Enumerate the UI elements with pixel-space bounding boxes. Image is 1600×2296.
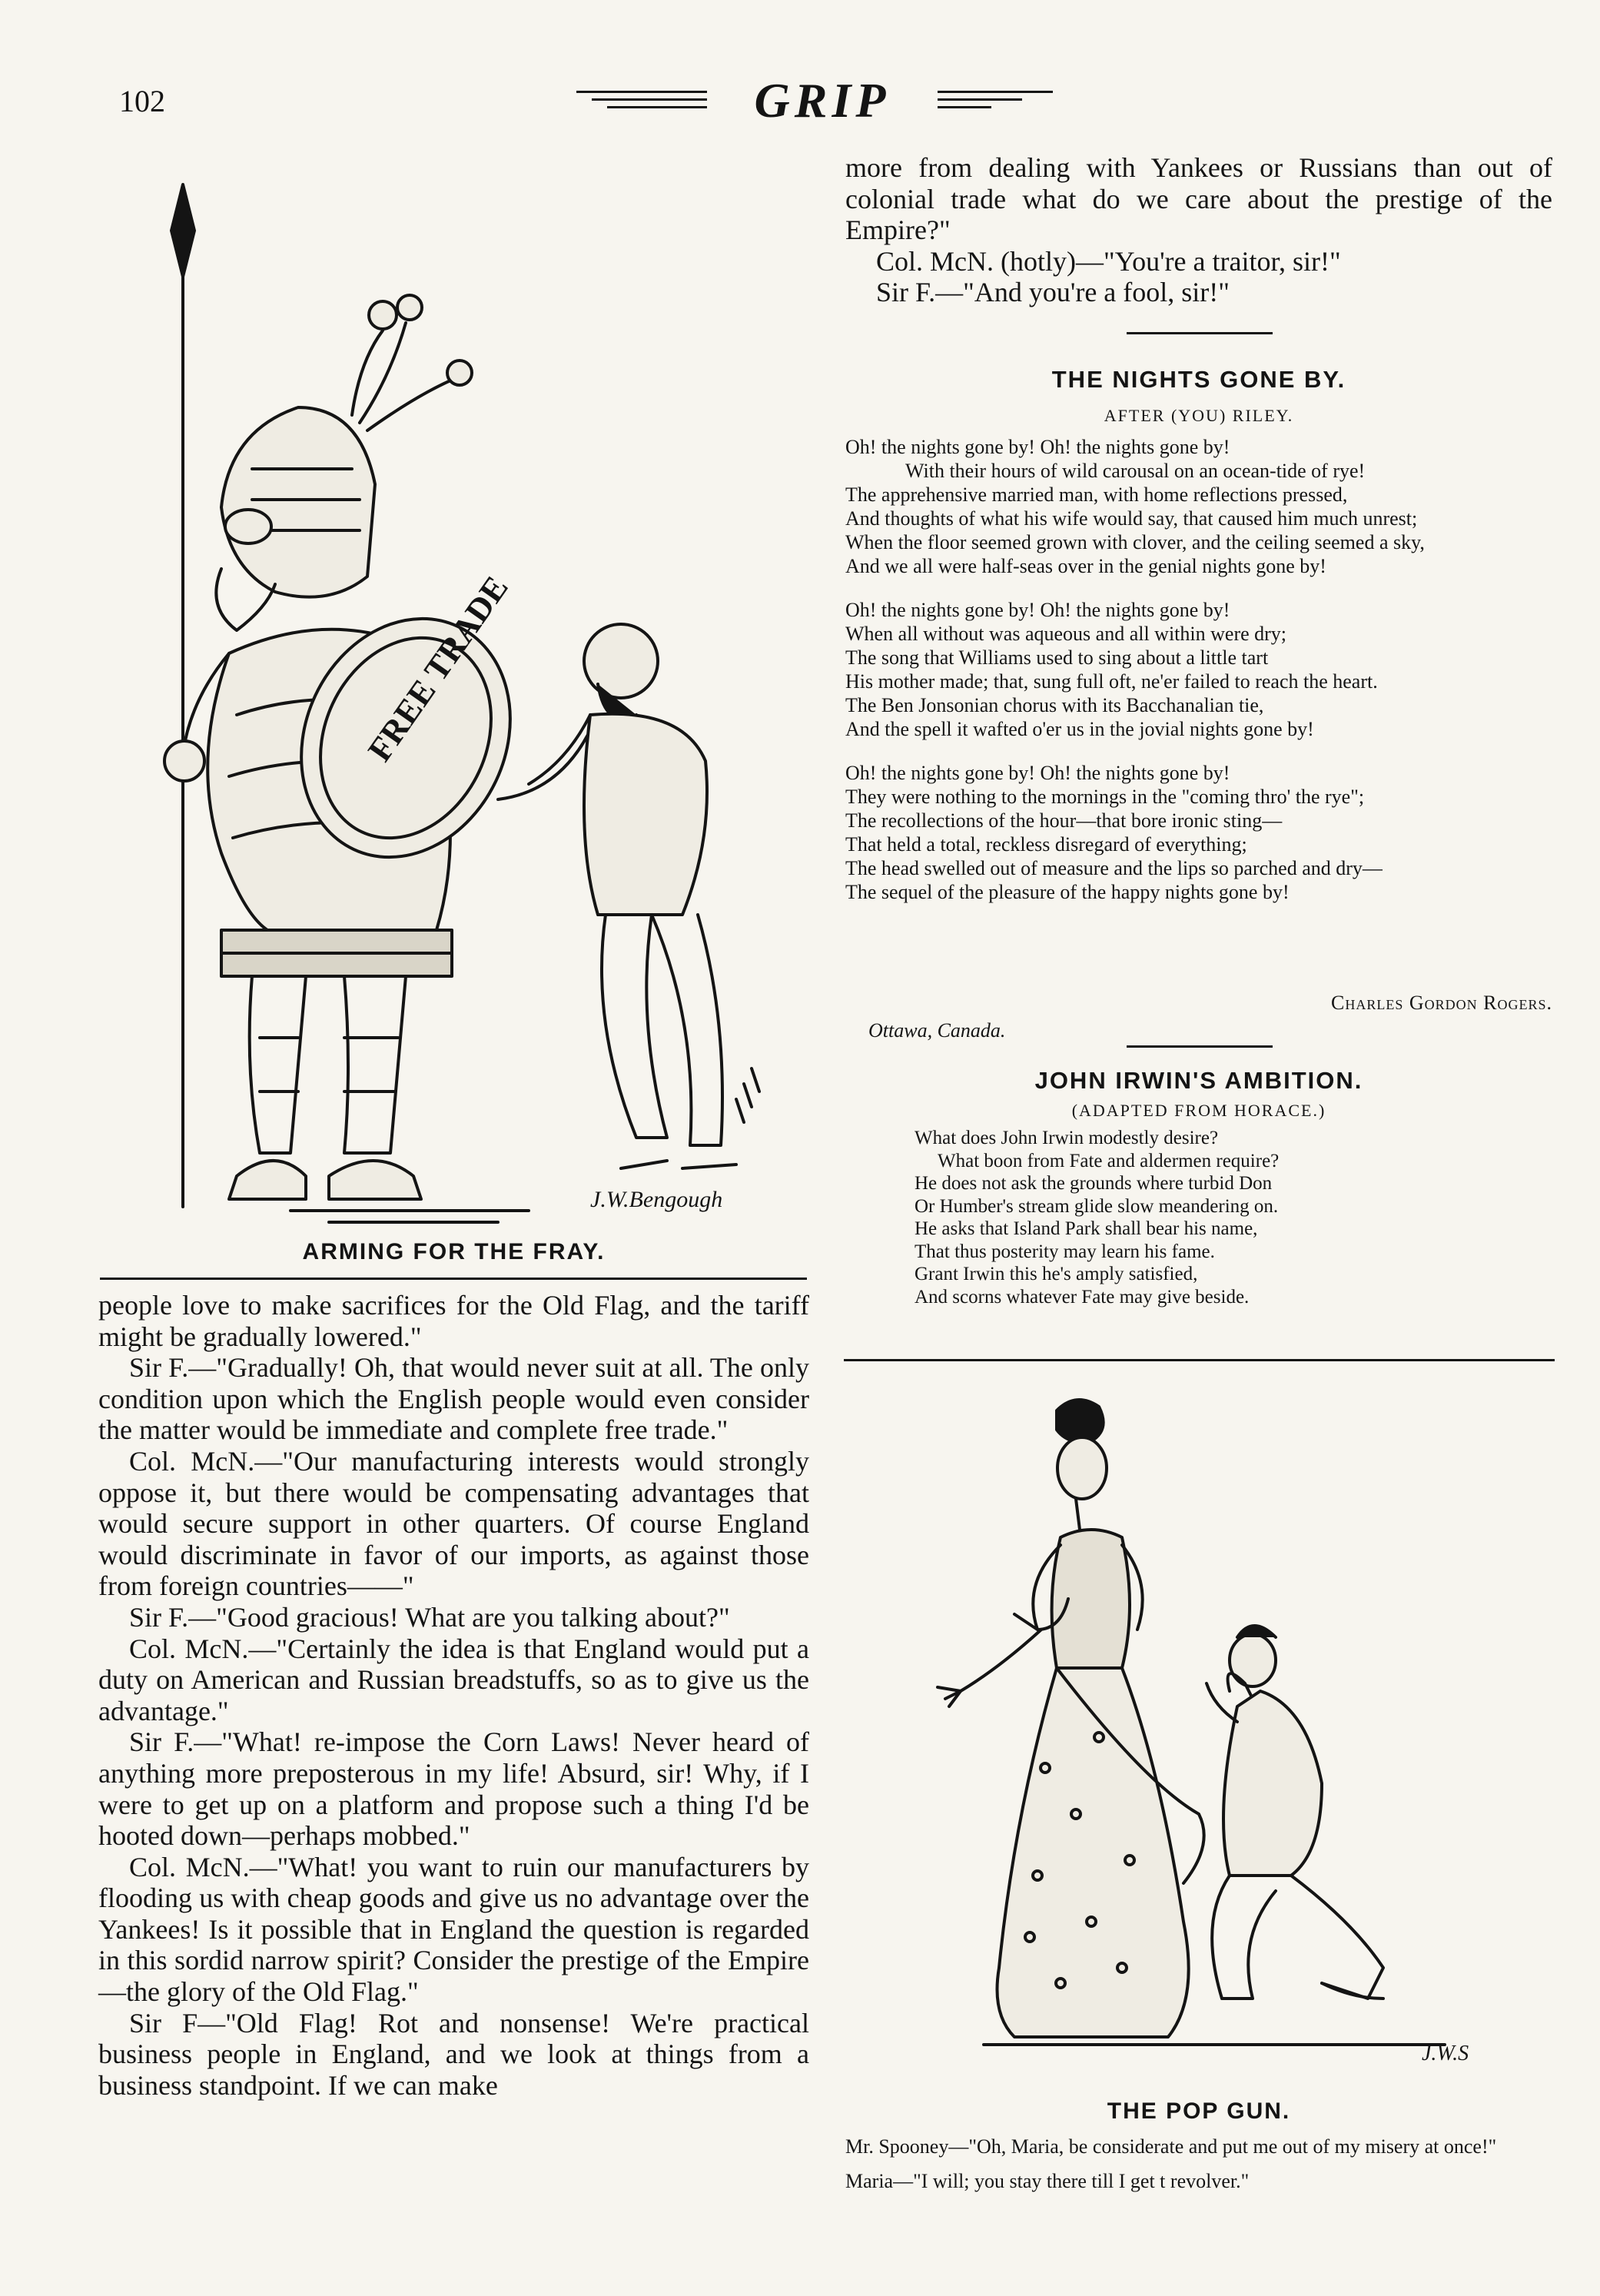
verse-line: And the spell it wafted o'er us in the jovial nights gone by! <box>845 718 1314 740</box>
stanza <box>845 598 1552 741</box>
verse-line: With their hours of wild carousal on an ocean-tide of rye! <box>905 460 1366 482</box>
verse-line: He asks that Island Park shall bear his name, <box>915 1218 1258 1239</box>
verse-line: His mother made; that, sung full oft, ne'er failed to reach the heart. <box>845 670 1378 693</box>
poem-body <box>845 435 1552 924</box>
woman-and-suitor-drawing <box>891 1384 1506 2091</box>
verse-line: And thoughts of what his wife would say, that caused him much unrest; <box>845 507 1418 530</box>
verse-line: When all without was aqueous and all within were dry; <box>845 623 1287 645</box>
verse-line: The song that Williams used to sing about a little tart <box>845 646 1269 669</box>
page-number: 102 <box>119 84 165 118</box>
poem-subtitle: (ADAPTED FROM HORACE.) <box>1071 1101 1326 1120</box>
paragraph: Col. McN.—"Our manufacturing interests would strongly oppose it, but there would be compensating advantages that would secure support in other quarters. Of course England would discriminate in favor of our imports, as against those from foreign countries——" <box>98 1445 809 1602</box>
verse-line: Oh! the nights gone by! Oh! the nights gone by! <box>845 436 1230 458</box>
illustration-signature: J.W.Bengough <box>590 1187 723 1212</box>
paragraph: Sir F.—"Good gracious! What are you talking about?" <box>129 1601 730 1633</box>
verse-line: He does not ask the grounds where turbid Don <box>915 1173 1273 1194</box>
poem-author: Charles Gordon Rogers. <box>1331 992 1552 1014</box>
paragraph: more from dealing with Yankees or Russians than out of colonial trade what do we care about the prestige of the Empire?" <box>845 152 1552 246</box>
verse-line: What boon from Fate and aldermen require? <box>938 1150 1280 1171</box>
irwin-poem-body <box>915 1127 1514 1308</box>
illustration-signature: J.W.S <box>1422 2042 1469 2065</box>
left-article-text <box>98 1290 809 2101</box>
verse-line: The apprehensive married man, with home reflections pressed, <box>845 483 1348 506</box>
verse-line: The sequel of the pleasure of the happy nights gone by! <box>845 881 1290 903</box>
poem-title: JOHN IRWIN'S AMBITION. <box>1034 1067 1363 1094</box>
verse-line: Grant Irwin this he's amply satisfied, <box>915 1264 1198 1284</box>
shield-text: FREE TRADE <box>360 569 516 769</box>
arming-illustration <box>98 177 809 1230</box>
paragraph: Sir F—"Old Flag! Rot and nonsense! We're practical business people in England, and we look at things from a business standpoint. If we can make <box>98 2007 809 2101</box>
verse-line: The Ben Jonsonian chorus with its Bacchanalian tie, <box>845 694 1264 716</box>
section-rule <box>1127 332 1273 334</box>
verse-line: Or Humber's stream glide slow meandering on. <box>915 1195 1279 1217</box>
paragraph: Sir F.—"And you're a fool, sir!" <box>876 277 1230 308</box>
verse-line: That thus posterity may learn his fame. <box>915 1241 1215 1262</box>
illustration-caption: ARMING FOR THE FRAY. <box>302 1239 606 1264</box>
knight-and-man-drawing <box>98 177 809 1230</box>
verse-line: Oh! the nights gone by! Oh! the nights gone by! <box>845 599 1230 621</box>
paragraph: Sir F.—"What! re-impose the Corn Laws! Never heard of anything more preposterous in my life! Absurd, sir! Why, if I were to get up on a platform and propose such a thing I'd be hooted down—perhaps mobbed." <box>98 1726 809 1852</box>
verse-line: Oh! the nights gone by! Oh! the nights gone by! <box>845 762 1230 784</box>
paragraph: people love to make sacrifices for the Old Flag, and the tariff might be gradually lowered." <box>98 1290 809 1352</box>
cartoon-caption: THE POP GUN. <box>1107 2098 1291 2124</box>
masthead <box>576 71 1068 132</box>
paragraph: Sir F.—"Gradually! Oh, that would never suit at all. The only condition upon which the English people would even consider the matter would be immediate and complete free trade." <box>98 1352 809 1446</box>
section-rule <box>844 1359 1555 1361</box>
dialogue-line: Maria—"I will; you stay there till I get t revolver." <box>845 2170 1250 2192</box>
dialogue-line: Mr. Spooney—"Oh, Maria, be considerate and put me out of my misery at once!" <box>845 2135 1497 2158</box>
paragraph: Col. McN.—"What! you want to ruin our manufacturers by flooding us with cheap goods and give us no advantage over the Yankees! Is it possible that in England the question is regarded in this sordid narrow spirit? Consider the prestige of the Empire—the glory of the Old Flag." <box>98 1851 809 2008</box>
poem-place: Ottawa, Canada. <box>868 1019 1006 1042</box>
verse-line: What does John Irwin modestly desire? <box>915 1128 1219 1148</box>
caption-rule <box>100 1278 807 1280</box>
cartoon-dialogue <box>845 2134 1552 2194</box>
verse-line: And we all were half-seas over in the genial nights gone by! <box>845 555 1326 577</box>
stanza <box>845 435 1552 578</box>
paragraph: Col. McN.—"Certainly the idea is that England would put a duty on American and Russian breadstuffs, so as to give us the advantage." <box>98 1633 809 1726</box>
verse-line: That held a total, reckless disregard of everything; <box>845 833 1247 856</box>
stanza <box>845 761 1552 904</box>
poem-subtitle: AFTER (YOU) RILEY. <box>1104 406 1294 425</box>
pop-gun-illustration <box>891 1384 1506 2091</box>
verse-line: And scorns whatever Fate may give beside. <box>915 1286 1250 1307</box>
verse-line: The recollections of the hour—that bore ironic sting— <box>845 809 1283 832</box>
poem-title: THE NIGHTS GONE BY. <box>1051 366 1346 393</box>
paragraph: Col. McN. (hotly)—"You're a traitor, sir!" <box>876 245 1341 277</box>
right-continuation-text <box>845 152 1552 308</box>
verse-line: The head swelled out of measure and the lips so parched and dry— <box>845 857 1383 879</box>
verse-line: When the floor seemed grown with clover, and the ceiling seemed a sky, <box>845 531 1425 553</box>
masthead-title: GRIP <box>754 73 891 128</box>
verse-line: They were nothing to the mornings in the "coming thro' the rye"; <box>845 786 1365 808</box>
section-rule <box>1127 1045 1273 1048</box>
